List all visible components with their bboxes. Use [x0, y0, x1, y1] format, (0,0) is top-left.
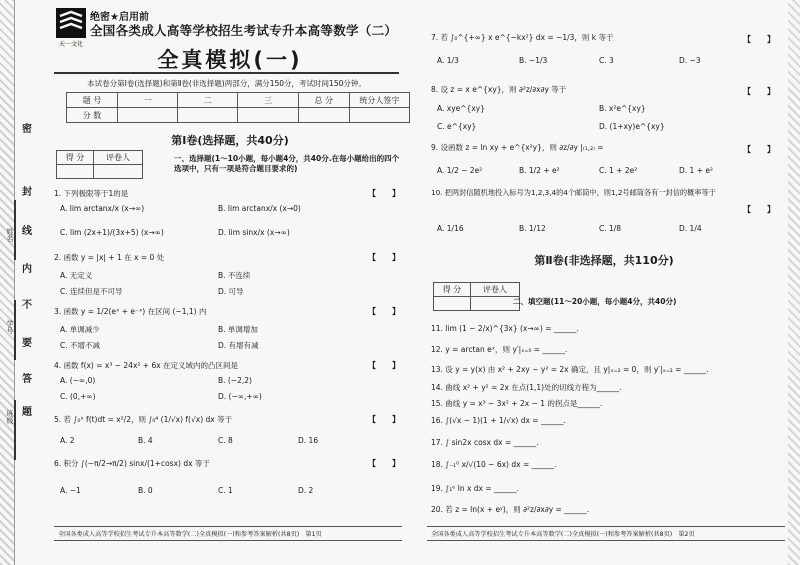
- exam-intro: 本试卷分第Ⅰ卷(选择题)和第Ⅱ卷(非选择题)两部分，满分150分，考试时间150分钟。: [87, 79, 366, 88]
- rater-header: 得 分: [57, 151, 94, 165]
- question-option: A. 1/3: [437, 56, 459, 65]
- score-cell[interactable]: [349, 108, 409, 123]
- question-option: A. 2: [60, 436, 75, 445]
- exam-title: 全国各类成人高等学校招生考试专升本高等数学（二）: [90, 23, 398, 38]
- question-option: C. 1: [218, 486, 233, 495]
- question-option: B. (−2,2): [218, 376, 252, 385]
- question-option: C. e^{xy}: [437, 122, 477, 131]
- fill-question: 13. 设 y = y(x) 由 x² + 2xy − y² = 2x 确定，且 y|ₓ₌₂ = 0，则 y′|ₓ₌₂ = ______.: [431, 365, 709, 374]
- fill-question: 20. 若 z = ln(x + eʸ)，则 ∂²z/∂x∂y = ______.: [431, 505, 590, 514]
- question-option: A. −1: [60, 486, 81, 495]
- seal-char: 答: [22, 374, 32, 385]
- id-label: 学号: [6, 320, 14, 334]
- right-margin: [788, 0, 800, 565]
- id-line: [14, 300, 16, 360]
- question-option: B. 4: [138, 436, 153, 445]
- question-option: A. 1/16: [437, 224, 464, 233]
- seal-char: 密: [22, 124, 32, 135]
- page-footer: 全国各类成人高等学校招生考试专升本高等数学(二)全真模拟(一)和参考答案解析(共8页) 第1页: [54, 526, 402, 541]
- score-row-label: 分 数: [67, 108, 118, 123]
- page-one: [50, 6, 410, 556]
- question-option: D. −3: [679, 56, 701, 65]
- question-stem: 4. 函数 f(x) = x³ − 24x² + 6x 在定义域内的凸区间是: [54, 361, 239, 370]
- score-header: 总 分: [298, 93, 349, 108]
- page-two: [423, 26, 785, 546]
- section-two-title: 第Ⅱ卷(非选择题，共110分): [534, 254, 674, 267]
- binding-strip: [14, 0, 41, 565]
- rater-cell[interactable]: [57, 165, 94, 179]
- question-option: D. 16: [298, 436, 319, 445]
- rater-header: 得 分: [434, 283, 471, 297]
- fill-question: 17. ∫ sin2x cosx dx = ______.: [431, 438, 539, 447]
- question-option: B. x²e^{xy}: [599, 104, 646, 113]
- score-cell[interactable]: [178, 108, 238, 123]
- question-option: A. lim arctanx/x (x→∞): [60, 204, 145, 213]
- question-option: C. 1 + 2e²: [599, 166, 638, 175]
- fill-question: 19. ∫₁ᵉ ln x dx = ______.: [431, 484, 519, 493]
- class-label: 班级: [6, 410, 14, 424]
- question-option: D. 2: [298, 486, 314, 495]
- score-table: [66, 92, 410, 123]
- question-option: B. lim arctanx/x (x→0): [218, 204, 301, 213]
- publisher-logo-icon: [56, 8, 86, 48]
- fill-question: 16. ∫(√x − 1)(1 + 1/√x) dx = ______.: [431, 416, 566, 425]
- score-cell[interactable]: [238, 108, 298, 123]
- rater-header: 评卷人: [471, 283, 520, 297]
- question-stem: 3. 函数 y = 1/2(eˣ + e⁻ˣ) 在区间 (−1,1) 内: [54, 307, 207, 316]
- question-option: C. 3: [599, 56, 614, 65]
- score-header: 一: [117, 93, 177, 108]
- answer-bracket[interactable]: 【 】: [743, 87, 775, 96]
- seal-char: 线: [22, 226, 32, 237]
- question-option: C. (0,+∞): [60, 392, 96, 401]
- rater-cell[interactable]: [434, 297, 471, 311]
- score-header: 统分人签字: [349, 93, 409, 108]
- name-line: [14, 200, 16, 260]
- seal-char: 要: [22, 338, 32, 349]
- title-rule: [54, 72, 399, 74]
- rater-table: [433, 282, 520, 311]
- question-option: B. 不连续: [218, 271, 251, 280]
- question-option: D. 可导: [218, 287, 244, 296]
- fill-question: 11. lim (1 − 2/x)^{3x} (x→∞) = ______.: [431, 324, 579, 333]
- score-header: 二: [178, 93, 238, 108]
- score-cell[interactable]: [117, 108, 177, 123]
- rater-table: [56, 150, 143, 179]
- question-option: C. 8: [218, 436, 233, 445]
- question-option: D. lim sinx/x (x→∞): [218, 228, 290, 237]
- question-option: B. −1/3: [519, 56, 548, 65]
- question-option: A. 无定义: [60, 271, 93, 280]
- answer-bracket[interactable]: 【 】: [743, 205, 775, 214]
- question-option: D. 1/4: [679, 224, 702, 233]
- paper-title: 全真模拟(一): [157, 48, 303, 72]
- question-option: C. 1/8: [599, 224, 622, 233]
- class-line: [14, 400, 16, 460]
- question-option: D. (−∞,+∞): [218, 392, 262, 401]
- question-stem: 1. 下列极限等于1的是: [54, 189, 129, 198]
- answer-bracket[interactable]: 【 】: [368, 459, 400, 468]
- question-option: D. 有增有减: [218, 341, 259, 350]
- name-label: 姓名: [6, 228, 14, 242]
- question-option: A. xye^{xy}: [437, 104, 485, 113]
- question-option: A. (−∞,0): [60, 376, 96, 385]
- answer-bracket[interactable]: 【 】: [368, 307, 400, 316]
- question-option: B. 1/2 + e²: [519, 166, 560, 175]
- rater-cell[interactable]: [94, 165, 143, 179]
- score-header: 三: [238, 93, 298, 108]
- question-option: A. 单调减少: [60, 325, 100, 334]
- seal-char: 封: [22, 187, 32, 198]
- seal-char: 题: [22, 407, 32, 418]
- section-one-instructions: 一、选择题(1～10小题，每小题4分，共40分.在每小题给出的四个选项中，只有一项是符合题目要求的): [174, 154, 400, 173]
- logo-text: 天一文化: [58, 41, 84, 48]
- question-option: D. (1+xy)e^{xy}: [599, 122, 665, 131]
- question-stem: 7. 若 ∫₀^{+∞} x e^{−kx²} dx = −1/3，则 k 等于: [431, 33, 614, 42]
- question-stem: 8. 设 z = x e^{xy}，则 ∂²z/∂x∂y 等于: [431, 85, 567, 94]
- answer-bracket[interactable]: 【 】: [368, 415, 400, 424]
- question-stem: 6. 积分 ∫(−π/2→π/2) sinx/(1+cosx) dx 等于: [54, 459, 210, 468]
- question-stem: 5. 若 ∫₀ˣ f(t)dt = x²/2，则 ∫₀⁴ (1/√x) f(√x) dx 等于: [54, 415, 233, 424]
- answer-bracket[interactable]: 【 】: [368, 253, 400, 262]
- fill-in-instructions: 二、填空题(11～20小题，每小题4分，共40分): [513, 297, 677, 306]
- question-stem: 9. 设函数 z = ln xy + e^{x²y}，则 ∂z/∂y |₍₁,₂₎ =: [431, 143, 604, 152]
- fill-question: 15. 曲线 y = x³ − 3x² + 2x − 1 的拐点是______.: [431, 399, 603, 408]
- question-stem: 2. 函数 y = |x| + 1 在 x = 0 处: [54, 253, 165, 262]
- answer-bracket[interactable]: 【 】: [743, 145, 775, 154]
- question-option: C. 连续但是不可导: [60, 287, 123, 296]
- page-footer: 全国各类成人高等学校招生考试专升本高等数学(二)全真模拟(一)和参考答案解析(共8页) 第2页: [427, 526, 785, 541]
- question-option: C. 不增不减: [60, 341, 101, 350]
- fill-question: 18. ∫₋₁⁰ x/√(10 − 6x) dx = ______.: [431, 460, 557, 469]
- question-option: D. 1 + e²: [679, 166, 713, 175]
- question-option: C. lim (2x+1)/(3x+5) (x→∞): [60, 228, 164, 237]
- answer-bracket[interactable]: 【 】: [368, 361, 400, 370]
- question-option: B. 1/12: [519, 224, 546, 233]
- question-option: B. 单调增加: [218, 325, 258, 334]
- answer-bracket[interactable]: 【 】: [743, 35, 775, 44]
- score-header: 题 号: [67, 93, 118, 108]
- fill-question: 14. 曲线 x² + y² = 2x 在点(1,1)处的切线方程为______.: [431, 383, 622, 392]
- seal-char: 不: [22, 300, 32, 311]
- question-stem: 10. 把两封信随机地投入标号为1,2,3,4的4个邮筒中，则1,2号邮筒各有一封信的概率等于: [431, 188, 716, 197]
- section-one-title: 第Ⅰ卷(选择题，共40分): [171, 134, 289, 147]
- answer-bracket[interactable]: 【 】: [368, 189, 400, 198]
- seal-char: 内: [22, 264, 32, 275]
- score-cell[interactable]: [298, 108, 349, 123]
- confidential-mark: 绝密★启用前: [90, 12, 149, 23]
- rater-header: 评卷人: [94, 151, 143, 165]
- question-option: B. 0: [138, 486, 153, 495]
- question-option: A. 1/2 − 2e²: [437, 166, 483, 175]
- fill-question: 12. y = arctan eˣ，则 y′|ₓ₌₀ = ______.: [431, 345, 568, 354]
